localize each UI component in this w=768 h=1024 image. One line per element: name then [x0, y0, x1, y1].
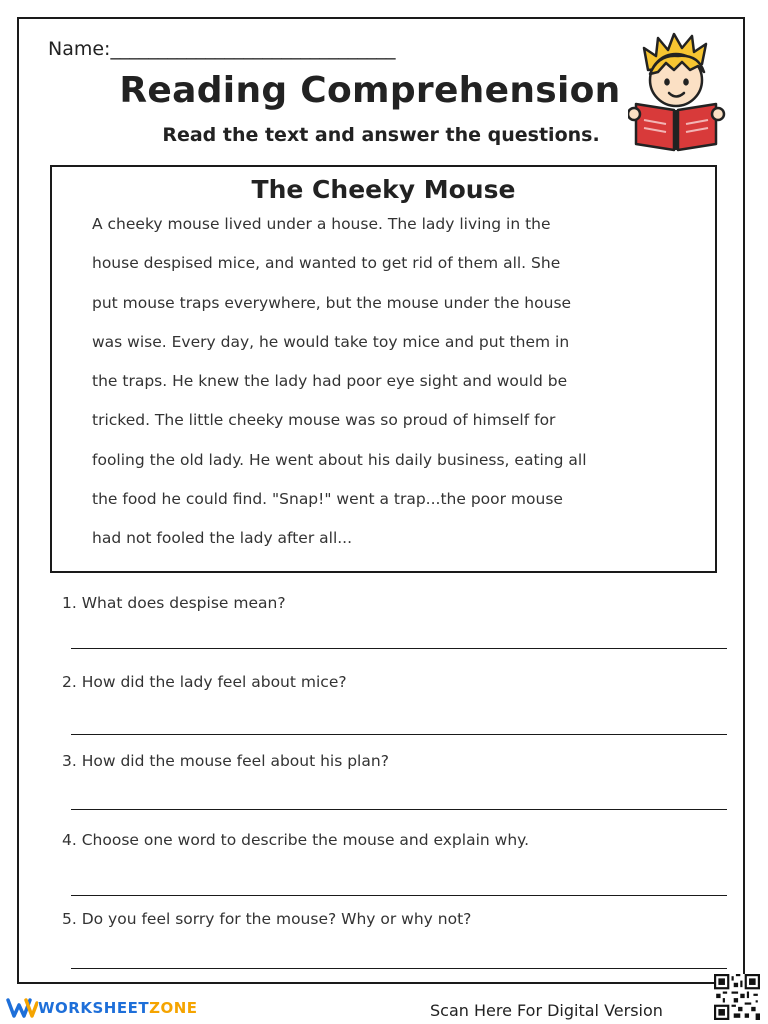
answer-line-5[interactable]: [71, 968, 727, 969]
brand-name-left: WORKSHEET: [38, 999, 150, 1017]
question-4: 4. Choose one word to describe the mouse and explain why.: [62, 831, 530, 849]
boy-reading-book-icon: [628, 30, 726, 152]
story-line: was wise. Every day, he would take toy mice and put them in: [92, 332, 570, 351]
story-passage-box: [50, 165, 717, 573]
story-text: [92, 211, 702, 565]
question-1: 1. What does despise mean?: [62, 594, 286, 612]
answer-line-3[interactable]: [71, 809, 727, 810]
scan-instruction: Scan Here For Digital Version: [430, 1001, 663, 1020]
answer-line-2[interactable]: [71, 734, 727, 735]
qr-code-icon[interactable]: [714, 974, 760, 1020]
answer-line-4[interactable]: [71, 895, 727, 896]
story-line: the traps. He knew the lady had poor eye sight and would be: [92, 372, 568, 391]
worksheet-zone-brand: [6, 995, 198, 1021]
brand-name-right: ZONE: [149, 999, 198, 1017]
story-line: put mouse traps everywhere, but the mouse under the house: [92, 293, 572, 312]
story-line: fooling the old lady. He went about his daily business, eating all: [92, 450, 587, 469]
story-line: house despised mice, and wanted to get rid of them all. She: [92, 254, 561, 273]
story-line: A cheeky mouse lived under a house. The lady living in the: [92, 215, 551, 233]
story-line: the food he could find. "Snap!" went a trap...the poor mouse: [92, 490, 563, 509]
page-instructions: Read the text and answer the questions.: [162, 124, 600, 146]
question-5: 5. Do you feel sorry for the mouse? Why or why not?: [62, 910, 472, 928]
worksheet-zone-logo-icon: [6, 997, 38, 1019]
answer-line-1[interactable]: [71, 648, 727, 649]
story-title: The Cheeky Mouse: [251, 175, 516, 204]
name-field-label: Name:______________________________: [48, 38, 396, 60]
page-title: Reading Comprehension: [119, 70, 621, 111]
question-2: 2. How did the lady feel about mice?: [62, 673, 347, 691]
story-line: had not fooled the lady after all...: [92, 529, 353, 548]
question-3: 3. How did the mouse feel about his plan?: [62, 752, 389, 770]
story-line: tricked. The little cheeky mouse was so proud of himself for: [92, 411, 556, 430]
